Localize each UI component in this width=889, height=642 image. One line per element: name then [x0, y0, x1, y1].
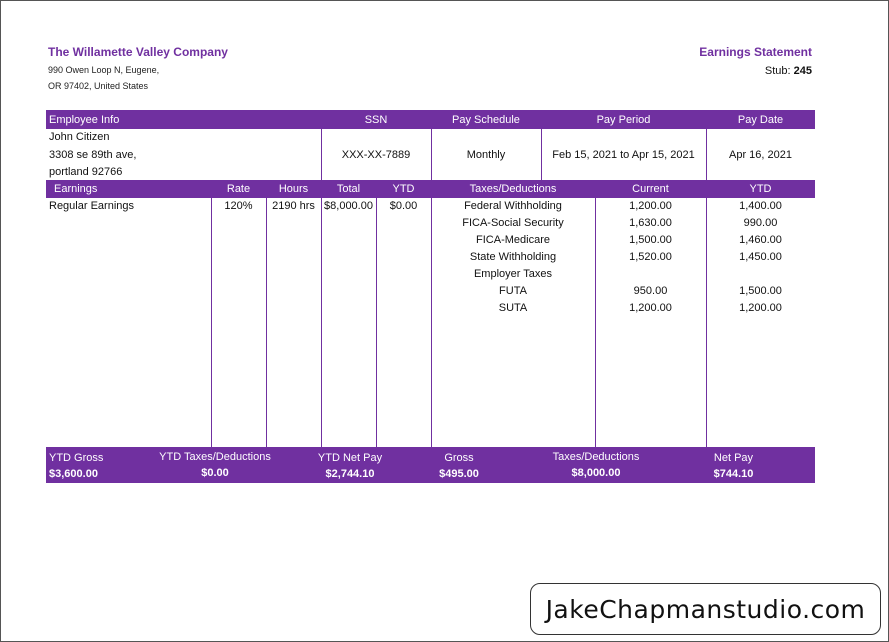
- taxes-label: Taxes/Deductions: [552, 451, 640, 463]
- deduction-name: SUTA: [498, 302, 528, 314]
- company-address-line2: OR 97402, United States: [48, 81, 149, 91]
- stub-number: [765, 65, 812, 77]
- divider: [376, 198, 377, 447]
- deduction-current: 1,200.00: [629, 200, 672, 212]
- deduction-current: 950.00: [633, 285, 668, 297]
- employee-pay-period: Feb 15, 2021 to Apr 15, 2021: [552, 149, 695, 161]
- deduction-ytd: 1,500.00: [739, 285, 782, 297]
- header-ssn: SSN: [364, 113, 388, 126]
- header-pay-schedule: Pay Schedule: [452, 113, 520, 126]
- ytd-net-label: YTD Net Pay: [317, 452, 383, 464]
- ytd-taxes-value: $0.00: [201, 467, 229, 479]
- deduction-ytd: 1,400.00: [739, 200, 782, 212]
- header-total: Total: [336, 183, 361, 195]
- deduction-name: FICA-Social Security: [462, 217, 564, 229]
- stub-label: Stub:: [764, 65, 791, 77]
- header-hours: Hours: [278, 183, 309, 195]
- header-current: Current: [632, 183, 669, 195]
- company-name: The Willamette Valley Company: [48, 45, 228, 59]
- earning-total: $8,000.00: [324, 200, 373, 212]
- header-taxes-deductions: Taxes/Deductions: [469, 183, 557, 195]
- header-earnings: Earnings: [54, 183, 98, 195]
- divider: [211, 198, 212, 447]
- deduction-ytd: 1,200.00: [739, 302, 782, 314]
- divider: [321, 198, 322, 447]
- deduction-name: Employer Taxes: [473, 268, 553, 280]
- employee-ssn: XXX-XX-7889: [341, 149, 411, 161]
- ytd-net-value: $2,744.10: [325, 468, 375, 480]
- deduction-name: FUTA: [499, 285, 527, 297]
- deduction-ytd: 1,460.00: [739, 234, 782, 246]
- net-pay-label: Net Pay: [713, 452, 754, 464]
- deduction-ytd: 1,450.00: [739, 251, 782, 263]
- earning-ytd: $0.00: [389, 200, 418, 212]
- ytd-gross-label: YTD Gross: [49, 452, 104, 464]
- watermark: JakeChapmanstudio.com: [530, 583, 881, 635]
- ytd-taxes-label: YTD Taxes/Deductions: [159, 451, 271, 463]
- employee-address-line2: portland 92766: [49, 166, 123, 178]
- net-pay-value: $744.10: [713, 468, 754, 480]
- ytd-gross-value: $3,600.00: [49, 468, 98, 480]
- deduction-name: FICA-Medicare: [476, 234, 550, 246]
- deduction-current: 1,520.00: [629, 251, 672, 263]
- header-rate: Rate: [226, 183, 251, 195]
- deduction-current: 1,500.00: [629, 234, 672, 246]
- employee-pay-date: Apr 16, 2021: [729, 149, 792, 161]
- header-employee-info: Employee Info: [49, 113, 120, 126]
- divider: [266, 198, 267, 447]
- employee-pay-schedule: Monthly: [466, 149, 506, 161]
- deduction-ytd: 990.00: [743, 217, 778, 229]
- deduction-current: 1,630.00: [629, 217, 672, 229]
- earnings-header-bar: [46, 180, 815, 198]
- employee-name: John Citizen: [49, 131, 110, 143]
- divider: [706, 129, 707, 180]
- header-ytd-deductions: YTD: [749, 183, 772, 195]
- deduction-name: Federal Withholding: [464, 200, 562, 212]
- employee-address-line1: 3308 se 89th ave,: [49, 149, 137, 161]
- divider: [541, 129, 542, 180]
- statement-title: Earnings Statement: [699, 45, 812, 59]
- earning-rate: 120%: [224, 200, 253, 212]
- company-address-line1: 990 Owen Loop N, Eugene,: [48, 65, 160, 75]
- deduction-name: State Withholding: [469, 251, 557, 263]
- earning-name: Regular Earnings: [49, 200, 134, 212]
- taxes-value: $8,000.00: [571, 467, 621, 479]
- header-pay-date: Pay Date: [737, 113, 784, 126]
- deduction-current: 1,200.00: [629, 302, 672, 314]
- earning-hours: 2190 hrs: [272, 200, 315, 212]
- header-pay-period: Pay Period: [596, 113, 651, 126]
- header-ytd: YTD: [392, 183, 415, 195]
- stub-value: 245: [793, 65, 812, 77]
- divider: [321, 129, 322, 180]
- gross-label: Gross: [444, 452, 474, 464]
- gross-value: $495.00: [439, 468, 479, 480]
- info-header-bar: [46, 110, 815, 129]
- divider: [431, 129, 432, 180]
